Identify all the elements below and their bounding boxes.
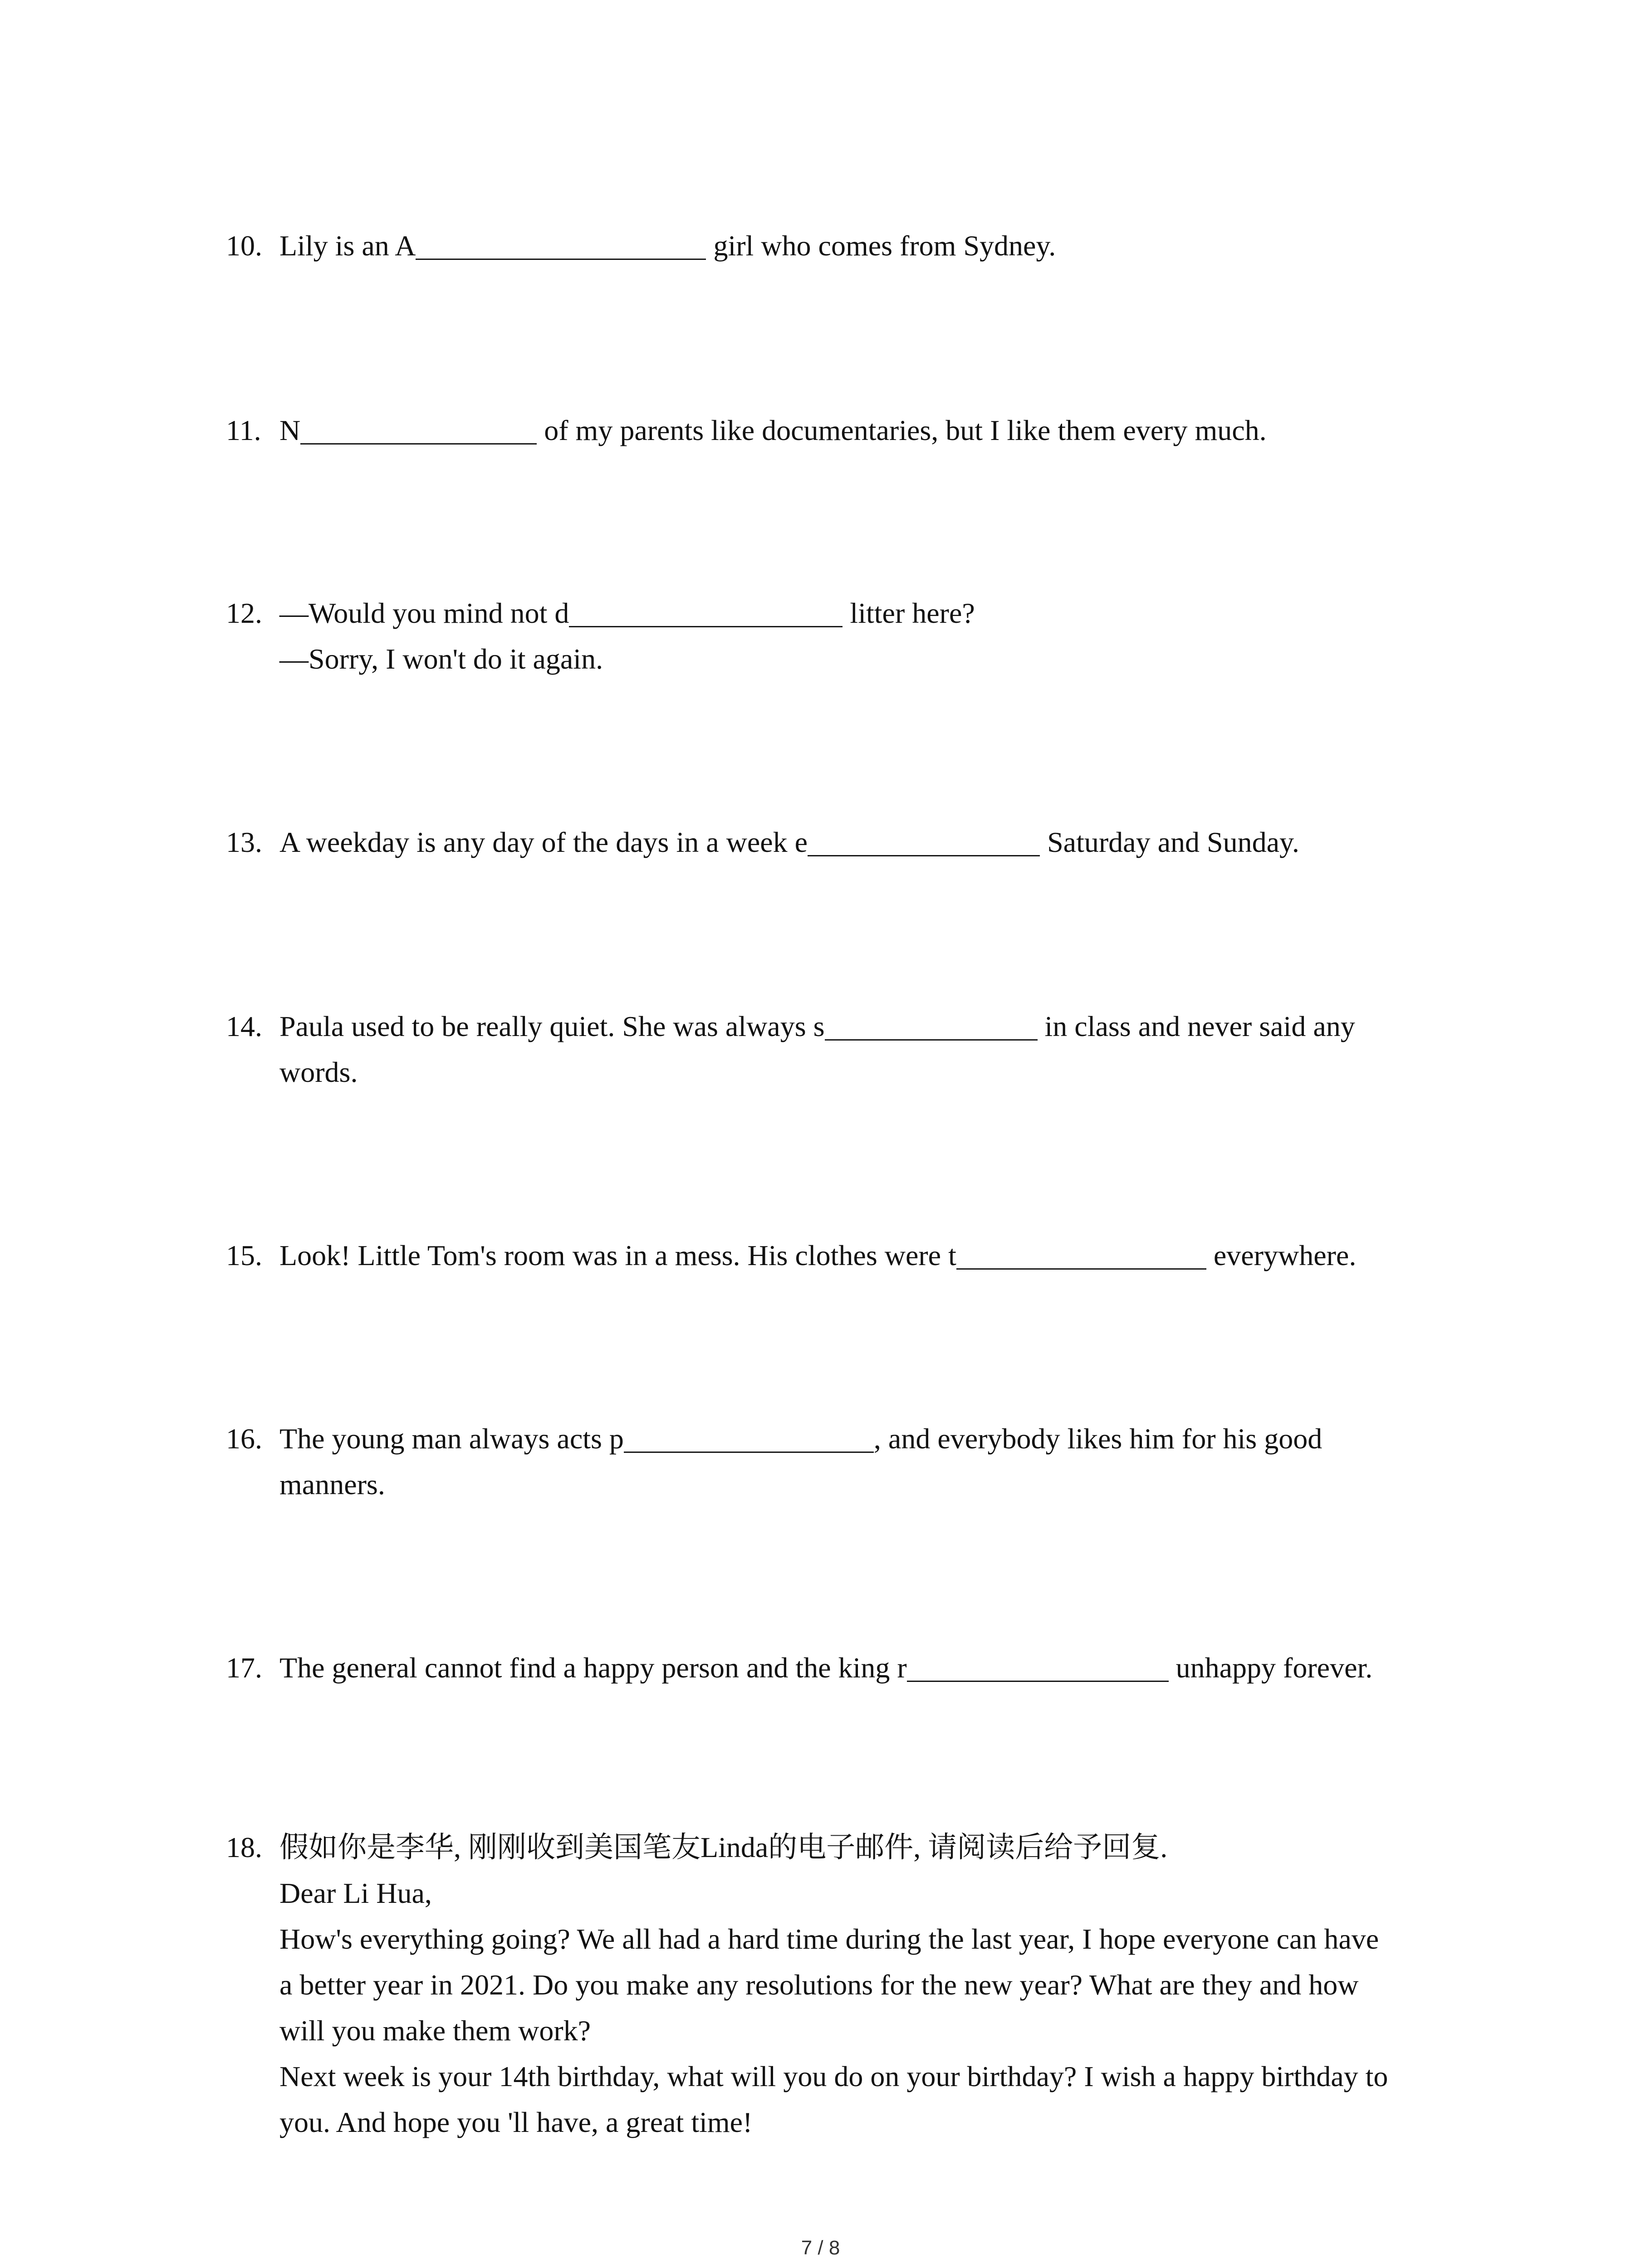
question-body	[279, 1645, 1372, 1691]
question-text-before-blank: —Would you mind not d	[279, 597, 569, 629]
letter-line: you. And hope you 'll have, a great time!	[279, 2106, 753, 2138]
answer-blank	[624, 1424, 874, 1453]
letter-line: How's everything going? We all had a hard time during the last year, I hope everyone can have	[279, 1923, 1379, 1955]
question-text-before-blank: Lily is an A	[279, 230, 416, 262]
question-body	[279, 1003, 1355, 1095]
question-text-before-blank: Look! Little Tom's room was in a mess. His clothes were t	[279, 1239, 956, 1271]
question-line	[279, 1232, 1356, 1278]
question-text-after-blank: of my parents like documentaries, but I like them every much.	[537, 414, 1267, 446]
question-text-before-blank: The general cannot find a happy person and the king r	[279, 1652, 907, 1684]
question-number: 17.	[226, 1652, 262, 1684]
question-line	[279, 590, 975, 636]
answer-blank	[825, 1012, 1038, 1041]
question-text-after-blank: , and everybody likes him for his good	[873, 1422, 1323, 1455]
answer-blank	[907, 1653, 1169, 1682]
question-text-after-blank: Saturday and Sunday.	[1040, 826, 1299, 858]
question-number: 14.	[226, 1010, 262, 1042]
question-text-before-blank: N	[279, 414, 301, 446]
question-second-line: words.	[279, 1056, 358, 1088]
question-text-after-blank: litter here?	[843, 597, 975, 629]
answer-blank	[416, 231, 706, 260]
question-line	[279, 407, 1267, 453]
question-text-after-blank: in class and never said any	[1037, 1010, 1355, 1042]
answer-blank	[956, 1241, 1206, 1270]
question-second-line: manners.	[279, 1468, 385, 1501]
question-number: 16.	[226, 1422, 262, 1455]
page-number: 7 / 8	[801, 2237, 840, 2259]
letter-line: a better year in 2021. Do you make any resolutions for the new year? What are they and how	[279, 1969, 1359, 2001]
question-number: 13.	[226, 826, 262, 858]
answer-blank	[569, 599, 843, 627]
question-body	[279, 223, 1056, 269]
question-number: 18.	[226, 1831, 262, 1863]
question-number: 11.	[226, 414, 261, 446]
question-line	[279, 1416, 1322, 1461]
question-body	[279, 407, 1267, 453]
question-text-after-blank: everywhere.	[1206, 1239, 1357, 1271]
question-line	[279, 819, 1299, 865]
question-second-line: —Sorry, I won't do it again.	[279, 643, 603, 675]
question-body	[279, 819, 1299, 865]
letter-line: Next week is your 14th birthday, what will you do on your birthday? I wish a happy birthday to	[279, 2060, 1388, 2092]
question-body	[279, 1416, 1322, 1507]
answer-blank	[300, 416, 537, 445]
question-line	[279, 223, 1056, 269]
question-text-before-blank: A weekday is any day of the days in a week e	[279, 826, 808, 858]
letter-greeting: Dear Li Hua,	[279, 1877, 432, 1909]
question-body	[279, 590, 975, 682]
question-text-after-blank: unhappy forever.	[1168, 1652, 1373, 1684]
question-body	[279, 1232, 1356, 1278]
question-line	[279, 1003, 1355, 1049]
writing-task-instruction: 假如你是李华, 刚刚收到美国笔友Linda的电子邮件, 请阅读后给予回复.	[279, 1831, 1168, 1863]
question-number: 10.	[226, 230, 262, 262]
question-text-after-blank: girl who comes from Sydney.	[706, 230, 1056, 262]
question-text-before-blank: Paula used to be really quiet. She was always s	[279, 1010, 825, 1042]
answer-blank	[808, 828, 1040, 856]
question-line	[279, 1645, 1372, 1691]
letter-line: will you make them work?	[279, 2014, 591, 2047]
question-number: 12.	[226, 597, 262, 629]
question-number: 15.	[226, 1239, 262, 1271]
question-body	[279, 1824, 1388, 2145]
question-text-before-blank: The young man always acts p	[279, 1422, 624, 1455]
